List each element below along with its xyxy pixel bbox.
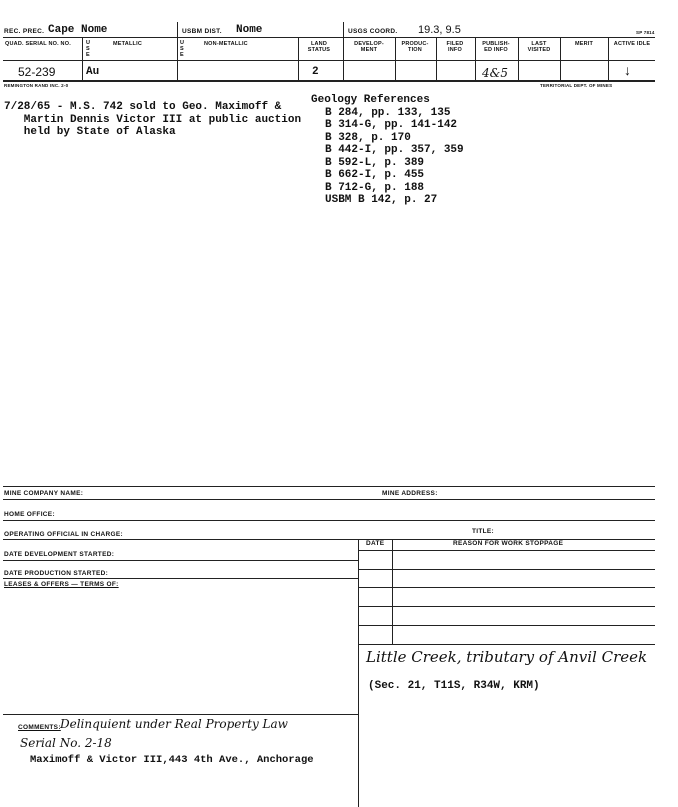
date-production-label: DATE PRODUCTION STARTED:	[4, 570, 109, 577]
col-development: DEVELOP- MENT	[354, 41, 384, 53]
geology-ref: B 328, p. 170	[325, 131, 411, 144]
location-handwritten: Little Creek, tributary of Anvil Creek	[366, 648, 648, 666]
comments-typed: Maximoff & Victor III,443 4th Ave., Anchorage	[30, 754, 314, 766]
usgs-coord-value: 19.3, 9.5	[418, 24, 461, 36]
home-office-label: HOME OFFICE:	[4, 511, 55, 518]
col-metallic: METALLIC	[113, 41, 142, 47]
geology-references	[311, 94, 464, 207]
usbm-dist-value: Nome	[236, 24, 263, 36]
record-published-info: 4&5	[482, 66, 508, 80]
geology-ref: B 712-G, p. 188	[325, 181, 425, 194]
location-typed: (Sec. 21, T11S, R34W, KRM)	[368, 680, 540, 692]
operating-official-label: OPERATING OFFICIAL IN CHARGE:	[4, 531, 123, 538]
imprint-left: REMINGTON RAND INC. 2-0	[4, 83, 69, 88]
col-use-2: U S E	[180, 40, 185, 58]
comments-handwritten-1: Delinquient under Real Property Law	[60, 717, 288, 731]
col-published-info: PUBLISH- ED INFO	[482, 41, 510, 53]
usgs-coord-label: USGS COORD.	[348, 28, 398, 35]
col-land-status: LAND STATUS	[307, 41, 331, 53]
title-label: TITLE:	[472, 528, 495, 535]
mine-company-name-label: MINE COMPANY NAME:	[4, 490, 84, 497]
record-land-status: 2	[312, 66, 319, 78]
comments-label: COMMENTS:	[18, 724, 61, 731]
geology-ref: B 284, pp. 133, 135	[325, 106, 451, 119]
col-quad-serial: QUAD. SERIAL NO. NO.	[5, 41, 71, 47]
col-active-idle: ACTIVE IDLE	[613, 41, 651, 47]
geology-ref: USBM B 142, p. 27	[325, 194, 438, 206]
geology-heading: Geology References	[311, 94, 430, 106]
reason-label: REASON FOR WORK STOPPAGE	[453, 540, 564, 547]
col-production: PRODUC- TION	[401, 41, 429, 53]
geology-ref: B 662-I, p. 455	[325, 169, 425, 181]
col-use-1: U S E	[86, 40, 91, 58]
record-quad-serial: 52-239	[18, 65, 56, 79]
date-development-label: DATE DEVELOPMENT STARTED:	[4, 551, 115, 558]
record-active-idle: ↓	[624, 62, 631, 78]
col-non-metallic: NON-METALLIC	[204, 41, 248, 47]
mine-address-label: MINE ADDRESS:	[382, 490, 438, 497]
geology-ref: B 592-L, p. 389	[325, 156, 425, 169]
imprint-right: TERRITORIAL DEPT. OF MINES	[540, 83, 613, 88]
col-filed-info: FILED INFO	[446, 41, 464, 53]
rec-prec-value: Cape Nome	[48, 24, 108, 36]
form-number: SP 7814	[636, 30, 655, 35]
leases-offers-label: LEASES & OFFERS — TERMS OF:	[4, 581, 119, 588]
geology-ref: B 442-I, pp. 357, 359	[325, 144, 464, 156]
comments-handwritten-2: Serial No. 2-18	[20, 736, 112, 750]
rec-prec-label: REC. PREC.	[4, 28, 45, 35]
history-notes: 7/28/65 - M.S. 742 sold to Geo. Maximoff & Martin Dennis Victor III at public auction held by State of Alaska	[4, 101, 302, 138]
col-merit: MERIT	[574, 41, 594, 47]
record-metallic: Au	[86, 66, 100, 78]
date-label: DATE	[366, 540, 385, 547]
col-last-visited: LAST VISITED	[527, 41, 551, 53]
usbm-dist-label: USBM DIST.	[182, 28, 222, 35]
geology-ref: B 314-G, pp. 141-142	[325, 119, 458, 131]
